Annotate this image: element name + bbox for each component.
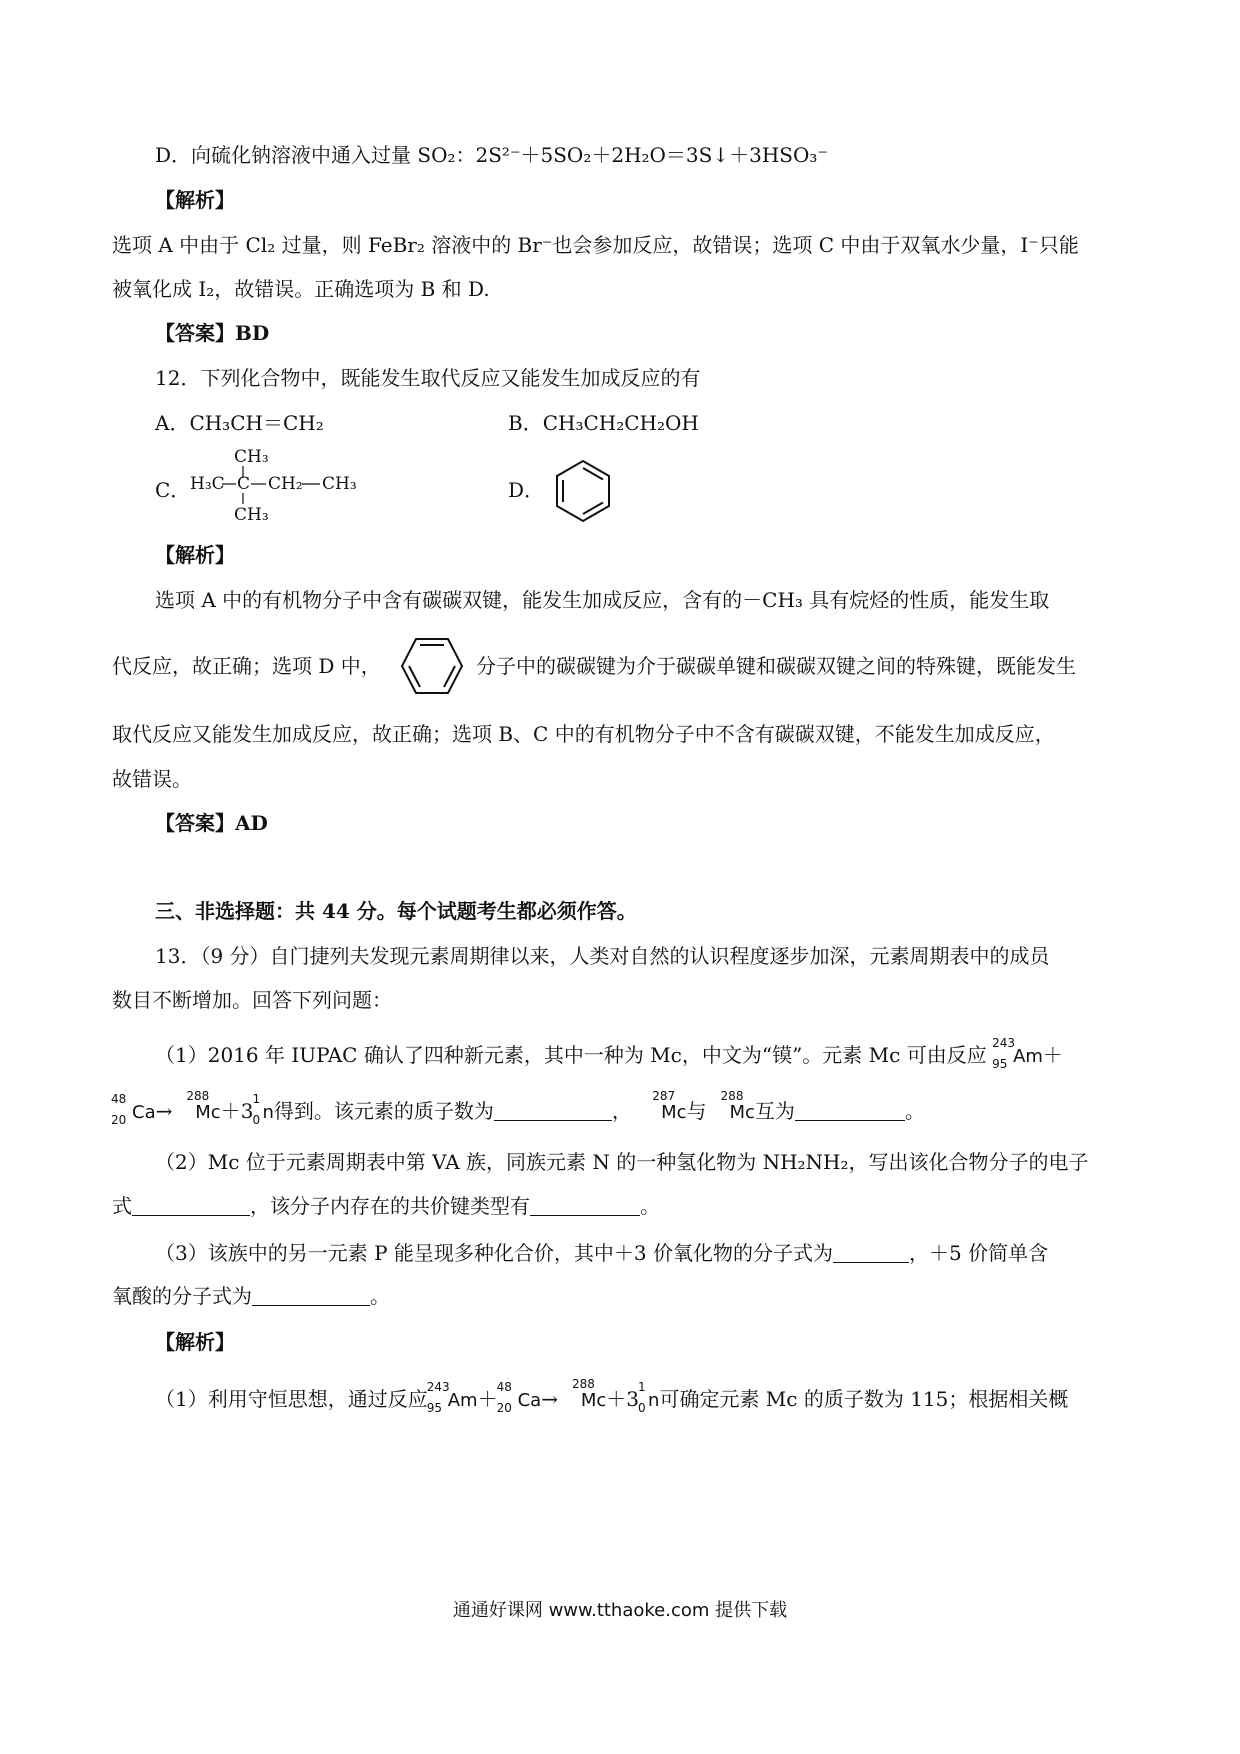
benzene-ring-icon <box>400 636 464 696</box>
q13-analysis-line1: （1）利用守恒思想，通过反应 243 95 Am＋ 48 20 Ca→ 288 Mc＋3 1 0 n可确定元素 Mc 的质子数为 115；根据相关概 <box>155 1377 1069 1415</box>
nuclide-am-243: 243 95 Am <box>426 1380 478 1415</box>
q12-analysis-line4: 故错误。 <box>112 767 192 791</box>
q13-part2-line1: （2）Mc 位于元素周期表中第 VA 族，同族元素 N 的一种氢化物为 NH₂NH₂，写出该化合物分子的电子 <box>155 1150 1089 1174</box>
q11-analysis-line1: 选项 A 中由于 Cl₂ 过量，则 FeBr₂ 溶液中的 Br⁻也会参加反应，故错误；选项 C 中由于双氧水少量，I⁻只能 <box>112 233 1079 257</box>
struct-top-ch3: CH₃ <box>234 447 269 467</box>
nuclide-mc-287: 287 Mc <box>652 1089 687 1123</box>
proton-number-blank[interactable] <box>494 1102 612 1121</box>
nuclide-am-243: 243 95 Am <box>992 1036 1043 1071</box>
q13-part3-line2: 氧酸的分子式为 。 <box>112 1284 390 1308</box>
bond-type-blank[interactable] <box>530 1197 640 1216</box>
q12-analysis-line2-pre: 代反应，故正确；选项 D 中， <box>112 654 381 678</box>
struct-right-ch3: CH₃ <box>322 474 357 494</box>
q12-stem: 12．下列化合物中，既能发生取代反应又能发生加成反应的有 <box>155 366 701 390</box>
q12-option-b: B．CH₃CH₂CH₂OH <box>508 411 699 435</box>
q13-analysis-tag: 【解析】 <box>155 1330 235 1354</box>
q11-analysis-tag: 【解析】 <box>155 188 235 212</box>
struct-center-c: C <box>237 474 251 494</box>
nuclide-neutron: 1 0 n <box>638 1380 660 1415</box>
nuclide-neutron: 1 0 n <box>252 1092 274 1127</box>
section3-heading: 三、非选择题：共 44 分。每个试题考生都必须作答。 <box>155 899 637 923</box>
q13-stem-line2: 数目不断增加。回答下列问题： <box>112 988 392 1012</box>
electron-formula-blank[interactable] <box>132 1197 250 1216</box>
q11-answer: 【答案】BD <box>155 321 270 345</box>
nuclide-mc-288: 288 Mc <box>720 1089 755 1123</box>
q12-option-c-label: C． <box>155 478 191 502</box>
q13-part3-line1: （3）该族中的另一元素 P 能呈现多种化合价，其中＋3 价氧化物的分子式为 ，＋5 价简单含 <box>155 1241 1049 1265</box>
q12-analysis-tag: 【解析】 <box>155 543 235 567</box>
struct-left-h3c: H₃C <box>190 474 225 494</box>
q13-part1-line1: （1）2016 年 IUPAC 确认了四种新元素，其中一种为 Mc，中文为“镆”。元素 Mc 可由反应 243 95 Am＋ <box>155 1036 1063 1071</box>
q12-analysis-line2-post: 分子中的碳碳键为介于碳碳单键和碳碳双键之间的特殊键，既能发生 <box>476 654 1076 678</box>
page-footer: 通通好课网 www.tthaoke.com 提供下载 <box>452 1600 788 1621</box>
nuclide-mc-288: 288 Mc <box>186 1089 221 1123</box>
p-oxide-formula-blank[interactable] <box>833 1244 909 1263</box>
q12-option-c-structure <box>190 444 390 526</box>
q12-analysis-line3: 取代反应又能发生加成反应，故正确；选项 B、C 中的有机物分子中不含有碳碳双键，不能发生加成反应， <box>112 722 1055 746</box>
q12-option-d-label: D． <box>508 478 545 502</box>
isotope-relation-blank[interactable] <box>795 1102 905 1121</box>
q12-analysis-line1: 选项 A 中的有机物分子中含有碳碳双键，能发生加成反应，含有的－CH₃ 具有烷烃的性质，能发生取 <box>155 588 1050 612</box>
struct-bottom-ch3: CH₃ <box>234 505 269 525</box>
nuclide-mc-288: 288 Mc <box>571 1377 607 1411</box>
struct-ch2: CH₂ <box>268 474 303 494</box>
q13-stem-line1: 13．（9 分）自门捷列夫发现元素周期律以来，人类对自然的认识程度逐步加深，元素周期表中的成员 <box>155 944 1050 968</box>
q13-part2-line2: 式 ，该分子内存在的共价键类型有 。 <box>112 1194 660 1218</box>
benzene-ring-icon <box>550 458 616 524</box>
nuclide-ca-48: 48 20 Ca <box>496 1380 542 1415</box>
oxyacid-formula-blank[interactable] <box>252 1287 370 1306</box>
q11-analysis-line2: 被氧化成 I₂，故错误。正确选项为 B 和 D. <box>112 277 490 301</box>
q12-option-a: A．CH₃CH＝CH₂ <box>155 411 324 435</box>
q11-option-d: D．向硫化钠溶液中通入过量 SO₂：2S²⁻＋5SO₂＋2H₂O＝3S↓＋3HSO₃⁻ <box>155 143 828 167</box>
q12-answer: 【答案】AD <box>155 811 268 835</box>
q13-part1-line2: 48 20 Ca→ 288 Mc＋3 1 0 n得到。该元素的质子数为 ， 287 Mc与 288 Mc互为 。 <box>111 1089 925 1127</box>
nuclide-ca-48: 48 20 Ca <box>111 1092 156 1127</box>
